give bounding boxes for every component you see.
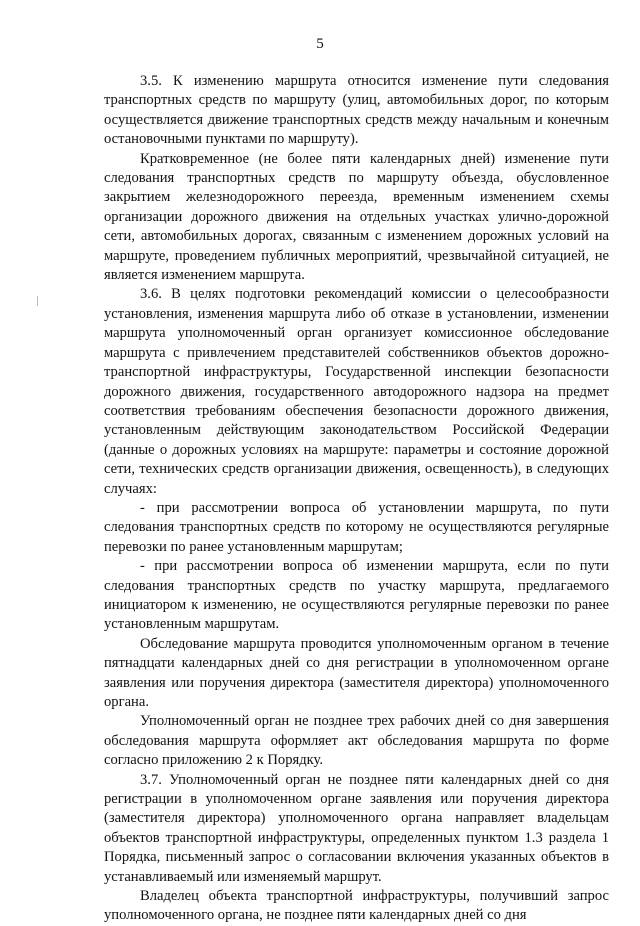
paragraph-3-7: 3.7. Уполномоченный орган не позднее пяти календарных дней со дня регистрации в уполномоченном органе заявления или поручения директора (заместителя директора) уполномоченного органа направляет владельцам объектов транспортной инфраструктуры, определенных пунктом 1.3 раздела 1 Порядка, письменный запрос о согласовании включения указанных объектов в устанавливаемый или изменяемый маршрут. <box>104 771 609 885</box>
page-number: 5 <box>316 36 324 52</box>
paragraph-3-5: 3.5. К изменению маршрута относится изменение пути следования транспортных средств по маршруту (улиц, автомобильных дорог, по которым осуществляется движение транспортных средств между начальным и конечным остановочными пунктами по маршруту). <box>104 73 609 148</box>
list-item-change: - при рассмотрении вопроса об изменении маршрута, если по пути следования транспортных средств по участку маршрута, предлагаемого инициатором к изменению, не осуществляются регулярные перевозки по ранее установленным маршрутам. <box>104 558 609 633</box>
paragraph-short-term-change: Кратковременное (не более пяти календарных дней) изменение пути следования транспортных средств по маршруту объезда, обусловленное закрытием железнодорожного переезда, временным изменением схемы организации дорожного движения на отдельных участках улично-дорожной сети, автомобильных дорогах, связанным с изменением дорожных условий на маршруте, проведением публичных мероприятий, чрезвычайной ситуацией, не является изменением маршрута. <box>104 150 609 284</box>
margin-mark <box>37 296 38 306</box>
paragraph-inspection-act: Уполномоченный орган не позднее трех рабочих дней со дня завершения обследования маршрута оформляет акт обследования маршрута по форме согласно приложению 2 к Порядку. <box>104 713 609 769</box>
paragraph-owner-request: Владелец объекта транспортной инфраструктуры, получивший запрос уполномоченного органа, не позднее пяти календарных дней со дня <box>104 888 609 924</box>
document-body <box>104 72 609 926</box>
list-item-establishment: - при рассмотрении вопроса об установлении маршрута, по пути следования транспортных средств по которому не осуществляются регулярные перевозки по ранее установленным маршрутам; <box>104 499 609 555</box>
paragraph-inspection-period: Обследование маршрута проводится уполномоченным органом в течение пятнадцати календарных дней со дня регистрации в уполномоченном органе заявления или поручения директора (заместителя директора) уполномоченного органа. <box>104 635 609 710</box>
paragraph-3-6: 3.6. В целях подготовки рекомендаций комиссии о целесообразности установления, изменения маршрута либо об отказе в установлении, изменении маршрута уполномоченный орган организует комиссионное обследование маршрута с привлечением представителей собственников объектов дорожно-транспортной инфраструктуры, Государственной инспекции безопасности дорожного движения, государственного автодорожного надзора на предмет соответствия требованиям обеспечения безопасности дорожного движения, установленным действующим законодательством Российской Федерации (данные о дорожных условиях на маршруте: параметры и состояние дорожной сети, технических средств организации движения, освещенность), в следующих случаях: <box>104 286 609 497</box>
